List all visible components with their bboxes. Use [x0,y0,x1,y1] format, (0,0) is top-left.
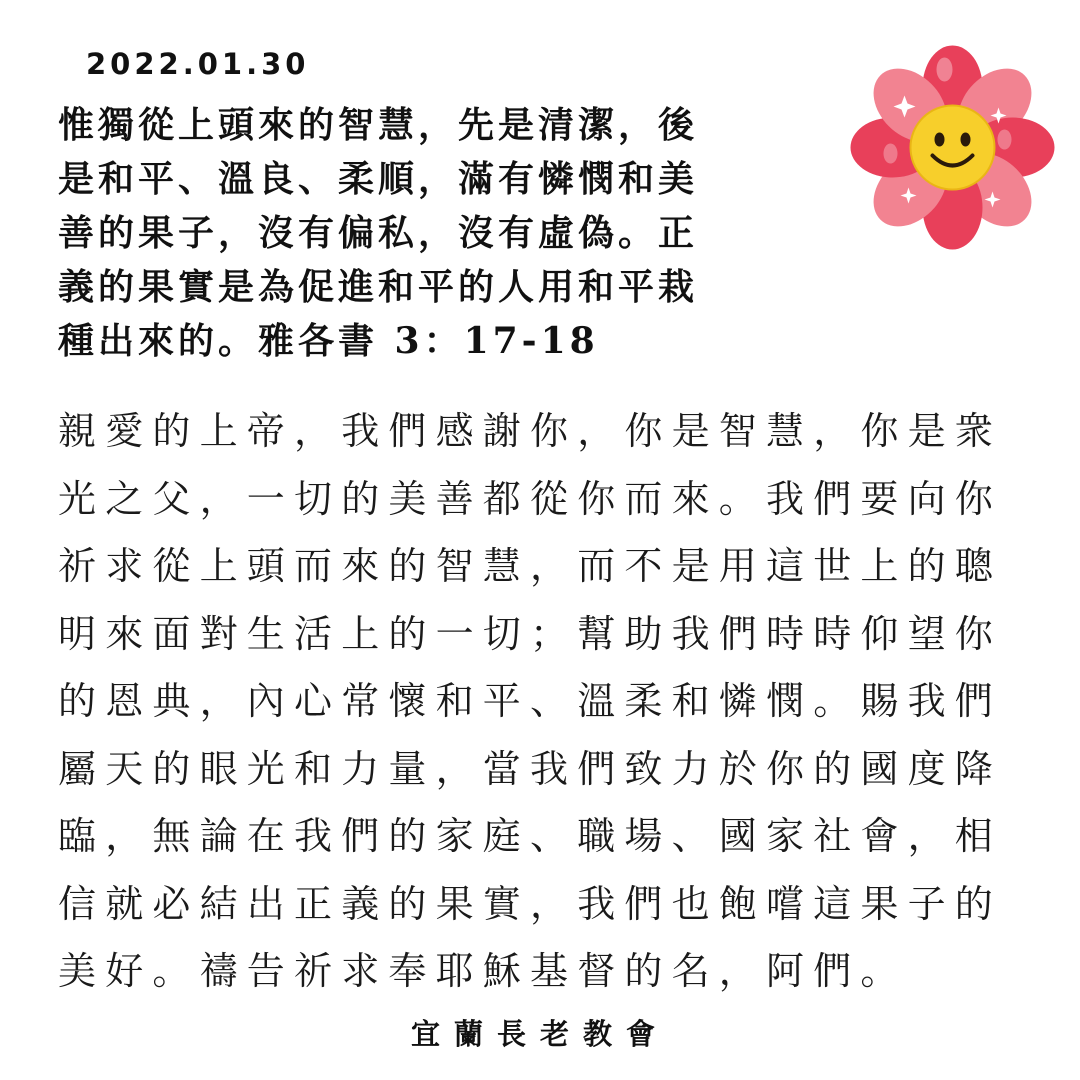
verse-line: 惟獨從上頭來的智慧，先是清潔，後 [58,104,699,146]
prayer-body [58,398,1038,1006]
prayer-line: 祈求從上頭而來的智慧，而不是用這世上的聰 [58,544,1003,588]
scripture-verse [58,98,848,368]
prayer-line: 的恩典，內心常懷和平、溫柔和憐憫。賜我們 [58,679,1003,723]
prayer-line: 明來面對生活上的一切；幫助我們時時仰望你 [58,611,1003,656]
verse-line: 種出來的。雅各書 3：17-18 [58,320,599,362]
smiling-flower-icon [850,45,1055,250]
prayer-line: 信就必結出正義的果實，我們也飽嚐這果子的 [58,881,1003,926]
church-name: 宜蘭長老教會 [410,1017,669,1051]
prayer-line: 屬天的眼光和力量，當我們致力於你的國度降 [58,746,1003,791]
verse-line: 善的果子，沒有偏私，沒有虛偽。正 [58,212,699,254]
verse-line: 義的果實是為促進和平的人用和平栽 [58,266,699,308]
verse-line: 是和平、溫良、柔順，滿有憐憫和美 [58,158,699,200]
prayer-line: 臨，無論在我們的家庭、職場、國家社會，相 [58,814,1003,858]
prayer-line: 光之父，一切的美善都從你而來。我們要向你 [58,476,1003,521]
prayer-line: 美好。禱告祈求奉耶穌基督的名，阿們。 [58,949,908,993]
date-label: 2022.01.30 [86,47,310,81]
prayer-line: 親愛的上帝，我們感謝你，你是智慧，你是衆 [58,409,1003,453]
